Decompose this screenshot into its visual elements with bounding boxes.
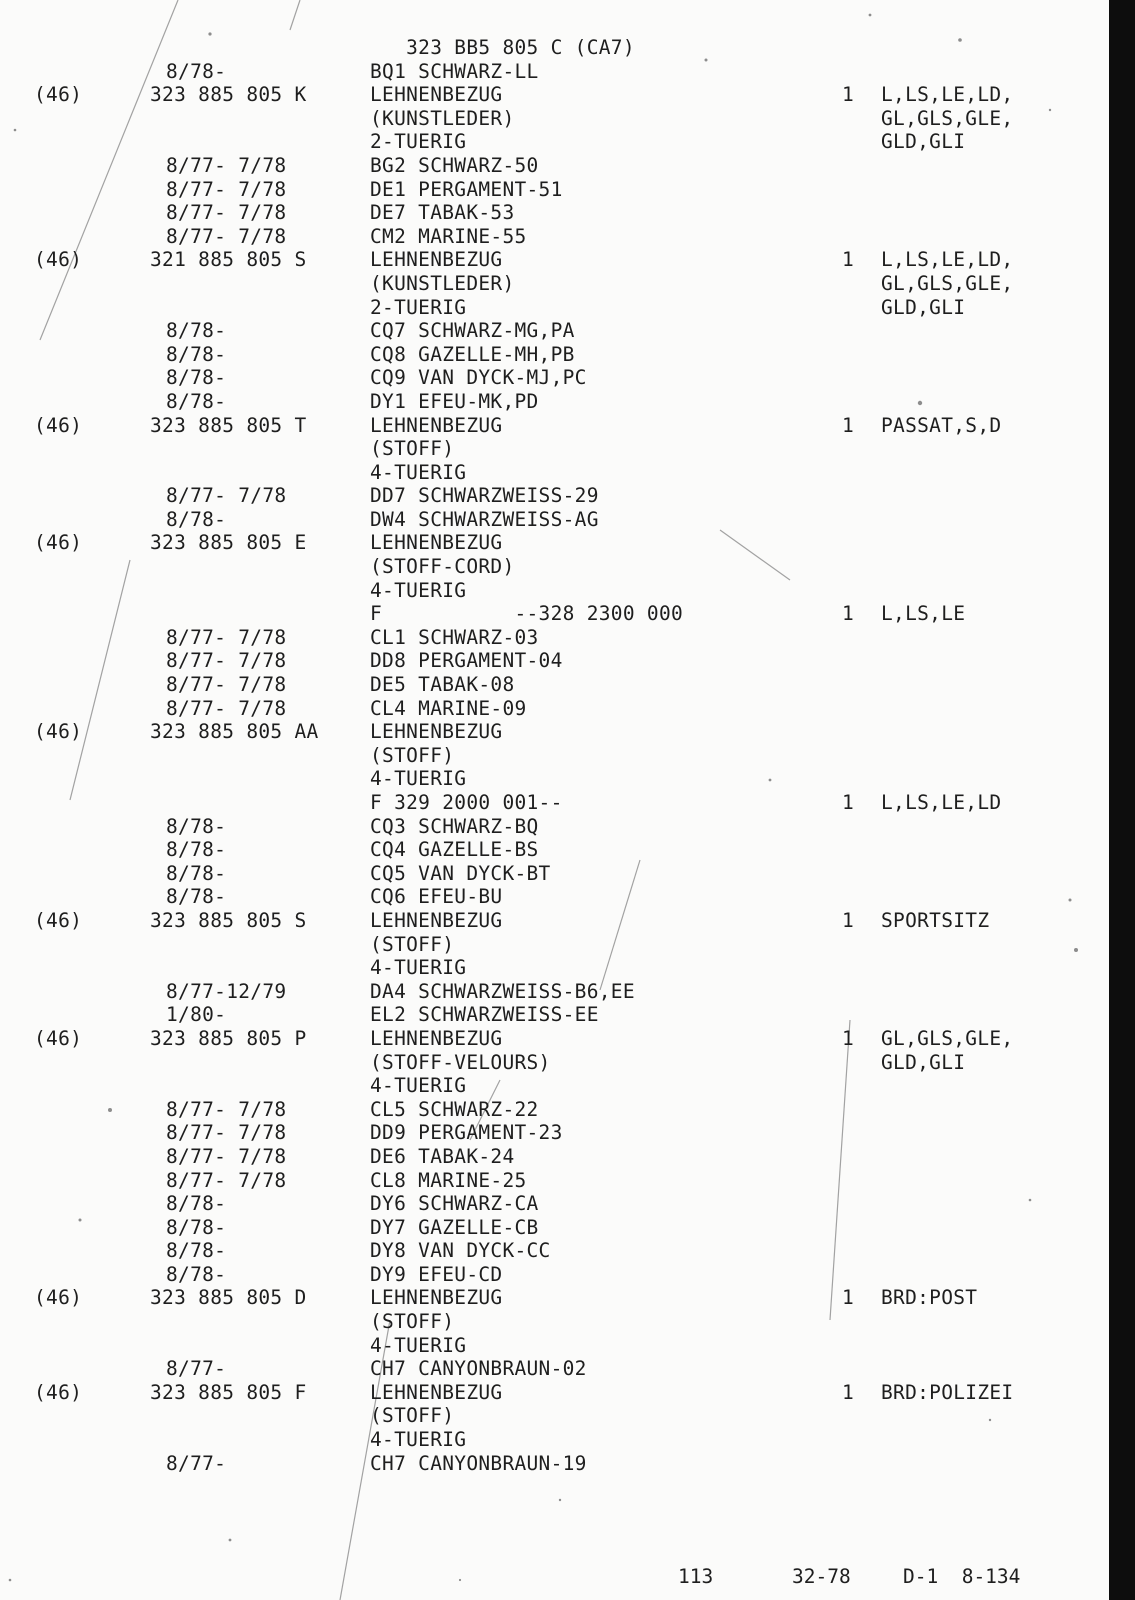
row-description: CL8 MARINE-25 bbox=[370, 1168, 527, 1192]
list-row bbox=[0, 83, 1105, 107]
row-description: DY8 VAN DYCK-CC bbox=[370, 1239, 551, 1263]
row-description: 4-TUERIG bbox=[370, 460, 467, 484]
page-footer bbox=[0, 1565, 1105, 1591]
row-ref: (46) bbox=[34, 908, 83, 932]
row-description: (STOFF) bbox=[370, 1404, 455, 1428]
row-quantity: 1 bbox=[842, 413, 855, 437]
list-row bbox=[0, 343, 1105, 367]
row-description: CH7 CANYONBRAUN-02 bbox=[370, 1357, 587, 1381]
row-date: 8/78- bbox=[166, 507, 227, 531]
footer-page-number: 113 bbox=[678, 1565, 714, 1588]
list-row bbox=[0, 1121, 1105, 1145]
row-description: CQ5 VAN DYCK-BT bbox=[370, 861, 551, 885]
row-model: L,LS,LE,LD, bbox=[881, 83, 1014, 107]
list-row bbox=[0, 390, 1105, 414]
row-date: 1/80- bbox=[166, 1003, 227, 1027]
list-row bbox=[0, 248, 1105, 272]
list-row bbox=[0, 1098, 1105, 1122]
row-quantity: 1 bbox=[842, 1286, 855, 1310]
row-description: DW4 SCHWARZWEISS-AG bbox=[370, 507, 599, 531]
list-row bbox=[0, 437, 1105, 461]
list-row bbox=[0, 60, 1105, 84]
list-row bbox=[0, 1003, 1105, 1027]
row-quantity: 1 bbox=[842, 791, 855, 814]
row-description: DD9 PERGAMENT-23 bbox=[370, 1121, 563, 1145]
row-description: CQ6 EFEU-BU bbox=[370, 885, 503, 909]
row-part-number: 323 885 805 AA bbox=[150, 720, 319, 744]
list-row bbox=[0, 1051, 1105, 1075]
row-description: (STOFF-VELOURS) bbox=[370, 1050, 551, 1074]
list-row bbox=[0, 461, 1105, 485]
row-quantity: 1 bbox=[842, 1026, 855, 1050]
row-date: 8/77- 7/78 bbox=[166, 201, 287, 225]
row-description: CQ9 VAN DYCK-MJ,PC bbox=[370, 366, 587, 390]
row-date: 8/77- 7/78 bbox=[166, 224, 287, 248]
row-description: CL5 SCHWARZ-22 bbox=[370, 1097, 539, 1121]
list-row bbox=[0, 1310, 1105, 1334]
list-row bbox=[0, 602, 1105, 626]
row-description: 2-TUERIG bbox=[370, 295, 467, 319]
row-ref: (46) bbox=[34, 248, 83, 272]
row-description: DD7 SCHWARZWEISS-29 bbox=[370, 484, 599, 508]
list-row bbox=[0, 1239, 1105, 1263]
row-description: (STOFF-CORD) bbox=[370, 555, 515, 579]
row-description: CQ8 GAZELLE-MH,PB bbox=[370, 342, 575, 366]
row-part-number: 323 885 805 P bbox=[150, 1026, 307, 1050]
row-quantity: 1 bbox=[842, 1380, 855, 1404]
row-model: L,LS,LE bbox=[881, 602, 966, 626]
row-date: 8/78- bbox=[166, 1262, 227, 1286]
scan-edge-border bbox=[1109, 0, 1135, 1600]
row-model: L,LS,LE,LD, bbox=[881, 248, 1014, 272]
row-description: DY6 SCHWARZ-CA bbox=[370, 1192, 539, 1216]
list-row bbox=[0, 1169, 1105, 1193]
list-row bbox=[0, 697, 1105, 721]
row-date: 8/77- 7/78 bbox=[166, 484, 287, 508]
row-date: 8/77- 7/78 bbox=[166, 1168, 287, 1192]
row-part-number: 323 885 805 D bbox=[150, 1286, 307, 1310]
row-description: (KUNSTLEDER) bbox=[370, 271, 515, 295]
row-date: 8/78- bbox=[166, 59, 227, 83]
row-model: GL,GLS,GLE, bbox=[881, 271, 1014, 295]
list-row bbox=[0, 956, 1105, 980]
row-ref: (46) bbox=[34, 413, 83, 437]
row-date: 8/78- bbox=[166, 885, 227, 909]
list-row bbox=[0, 933, 1105, 957]
row-description: BQ1 SCHWARZ-LL bbox=[370, 59, 539, 83]
list-row bbox=[0, 272, 1105, 296]
row-description: 2-TUERIG bbox=[370, 130, 467, 154]
row-ref: (46) bbox=[34, 1286, 83, 1310]
row-date: 8/78- bbox=[166, 861, 227, 885]
list-row bbox=[0, 296, 1105, 320]
row-model: GLD,GLI bbox=[881, 130, 966, 154]
row-model: BRD:POST bbox=[881, 1286, 978, 1310]
row-ref: (46) bbox=[34, 83, 83, 107]
row-description: DE1 PERGAMENT-51 bbox=[370, 177, 563, 201]
row-description: DE7 TABAK-53 bbox=[370, 201, 515, 225]
row-date: 8/78- bbox=[166, 389, 227, 413]
row-description: 323 BB5 805 C (CA7) bbox=[370, 36, 635, 59]
row-description: 4-TUERIG bbox=[370, 1074, 467, 1098]
list-row bbox=[0, 720, 1105, 744]
list-row bbox=[0, 201, 1105, 225]
row-description: LEHNENBEZUG bbox=[370, 720, 503, 744]
list-row bbox=[0, 909, 1105, 933]
row-description: CL4 MARINE-09 bbox=[370, 696, 527, 720]
list-row bbox=[0, 1286, 1105, 1310]
row-date: 8/78- bbox=[166, 838, 227, 862]
list-row bbox=[0, 36, 1105, 60]
row-description: CQ7 SCHWARZ-MG,PA bbox=[370, 319, 575, 343]
row-description: LEHNENBEZUG bbox=[370, 908, 503, 932]
row-description: CH7 CANYONBRAUN-19 bbox=[370, 1451, 587, 1475]
list-row bbox=[0, 1027, 1105, 1051]
row-model: GL,GLS,GLE, bbox=[881, 1026, 1014, 1050]
list-row bbox=[0, 130, 1105, 154]
row-date: 8/78- bbox=[166, 1239, 227, 1263]
list-row bbox=[0, 1452, 1105, 1476]
list-row bbox=[0, 744, 1105, 768]
row-description: (KUNSTLEDER) bbox=[370, 106, 515, 130]
row-description: F 329 2000 001-- bbox=[370, 791, 563, 814]
row-date: 8/77- bbox=[166, 1451, 227, 1475]
list-row bbox=[0, 1192, 1105, 1216]
list-row bbox=[0, 791, 1105, 815]
row-description: DY9 EFEU-CD bbox=[370, 1262, 503, 1286]
row-ref: (46) bbox=[34, 720, 83, 744]
row-ref: (46) bbox=[34, 1026, 83, 1050]
row-description: LEHNENBEZUG bbox=[370, 1286, 503, 1310]
row-description: (STOFF) bbox=[370, 437, 455, 461]
list-row bbox=[0, 1404, 1105, 1428]
row-part-number: 323 885 805 S bbox=[150, 908, 307, 932]
row-model: PASSAT,S,D bbox=[881, 413, 1002, 437]
parts-listing bbox=[0, 36, 1105, 1475]
row-model: GL,GLS,GLE, bbox=[881, 106, 1014, 130]
row-date: 8/77- 7/78 bbox=[166, 1097, 287, 1121]
row-description: (STOFF) bbox=[370, 743, 455, 767]
list-row bbox=[0, 1074, 1105, 1098]
list-row bbox=[0, 319, 1105, 343]
row-part-number: 323 885 805 E bbox=[150, 531, 307, 555]
list-row bbox=[0, 225, 1105, 249]
row-model: SPORTSITZ bbox=[881, 908, 990, 932]
row-ref: (46) bbox=[34, 531, 83, 555]
row-date: 8/77-12/79 bbox=[166, 979, 287, 1003]
row-date: 8/77- 7/78 bbox=[166, 673, 287, 697]
row-description: 4-TUERIG bbox=[370, 1333, 467, 1357]
row-date: 8/77- 7/78 bbox=[166, 1144, 287, 1168]
row-description: LEHNENBEZUG bbox=[370, 1026, 503, 1050]
row-description: (STOFF) bbox=[370, 932, 455, 956]
list-row bbox=[0, 980, 1105, 1004]
row-description: DA4 SCHWARZWEISS-B6,EE bbox=[370, 979, 635, 1003]
row-date: 8/78- bbox=[166, 319, 227, 343]
row-model: GLD,GLI bbox=[881, 1050, 966, 1074]
footer-catalog-code: 32-78 bbox=[792, 1565, 851, 1588]
list-row bbox=[0, 508, 1105, 532]
row-description: 4-TUERIG bbox=[370, 956, 467, 980]
row-date: 8/77- 7/78 bbox=[166, 696, 287, 720]
row-quantity: 1 bbox=[842, 602, 855, 626]
row-date: 8/78- bbox=[166, 1192, 227, 1216]
row-ref: (46) bbox=[34, 1380, 83, 1404]
row-part-number: 321 885 805 S bbox=[150, 248, 307, 272]
list-row bbox=[0, 414, 1105, 438]
list-row bbox=[0, 579, 1105, 603]
row-date: 8/77- 7/78 bbox=[166, 625, 287, 649]
row-description: LEHNENBEZUG bbox=[370, 83, 503, 107]
row-description: CQ4 GAZELLE-BS bbox=[370, 838, 539, 862]
row-description: (STOFF) bbox=[370, 1310, 455, 1334]
footer-section-ref: D-1 8-134 bbox=[903, 1565, 1021, 1588]
row-description: F --328 2300 000 bbox=[370, 602, 684, 626]
row-description: 4-TUERIG bbox=[370, 1428, 467, 1452]
list-row bbox=[0, 1216, 1105, 1240]
row-description: CQ3 SCHWARZ-BQ bbox=[370, 814, 539, 838]
list-row bbox=[0, 366, 1105, 390]
row-model: L,LS,LE,LD bbox=[881, 791, 1002, 814]
list-row bbox=[0, 1334, 1105, 1358]
list-row bbox=[0, 154, 1105, 178]
row-description: BG2 SCHWARZ-50 bbox=[370, 153, 539, 177]
list-row bbox=[0, 862, 1105, 886]
row-model: BRD:POLIZEI bbox=[881, 1380, 1014, 1404]
row-description: DE6 TABAK-24 bbox=[370, 1144, 515, 1168]
row-description: 4-TUERIG bbox=[370, 767, 467, 791]
row-description: DD8 PERGAMENT-04 bbox=[370, 649, 563, 673]
list-row bbox=[0, 107, 1105, 131]
row-description: CL1 SCHWARZ-03 bbox=[370, 625, 539, 649]
row-description: CM2 MARINE-55 bbox=[370, 224, 527, 248]
row-date: 8/77- 7/78 bbox=[166, 177, 287, 201]
row-description: LEHNENBEZUG bbox=[370, 413, 503, 437]
list-row bbox=[0, 815, 1105, 839]
row-description: LEHNENBEZUG bbox=[370, 1380, 503, 1404]
list-row bbox=[0, 649, 1105, 673]
row-description: LEHNENBEZUG bbox=[370, 248, 503, 272]
row-date: 8/77- 7/78 bbox=[166, 649, 287, 673]
row-quantity: 1 bbox=[842, 83, 855, 107]
row-description: DY1 EFEU-MK,PD bbox=[370, 389, 539, 413]
row-date: 8/78- bbox=[166, 342, 227, 366]
list-row bbox=[0, 531, 1105, 555]
list-row bbox=[0, 1428, 1105, 1452]
row-description: DE5 TABAK-08 bbox=[370, 673, 515, 697]
row-quantity: 1 bbox=[842, 248, 855, 272]
list-row bbox=[0, 555, 1105, 579]
row-date: 8/77- bbox=[166, 1357, 227, 1381]
row-part-number: 323 885 805 K bbox=[150, 83, 307, 107]
list-row bbox=[0, 484, 1105, 508]
list-row bbox=[0, 673, 1105, 697]
row-model: GLD,GLI bbox=[881, 295, 966, 319]
list-row bbox=[0, 885, 1105, 909]
row-part-number: 323 885 805 T bbox=[150, 413, 307, 437]
list-row bbox=[0, 767, 1105, 791]
row-date: 8/77- 7/78 bbox=[166, 153, 287, 177]
row-date: 8/77- 7/78 bbox=[166, 1121, 287, 1145]
list-row bbox=[0, 1145, 1105, 1169]
row-description: DY7 GAZELLE-CB bbox=[370, 1215, 539, 1239]
row-description: 4-TUERIG bbox=[370, 578, 467, 602]
row-date: 8/78- bbox=[166, 814, 227, 838]
row-quantity: 1 bbox=[842, 908, 855, 932]
list-row bbox=[0, 1263, 1105, 1287]
list-row bbox=[0, 838, 1105, 862]
list-row bbox=[0, 1381, 1105, 1405]
row-description: LEHNENBEZUG bbox=[370, 531, 503, 555]
row-date: 8/78- bbox=[166, 1215, 227, 1239]
list-row bbox=[0, 178, 1105, 202]
row-date: 8/78- bbox=[166, 366, 227, 390]
list-row bbox=[0, 1357, 1105, 1381]
list-row bbox=[0, 626, 1105, 650]
row-part-number: 323 885 805 F bbox=[150, 1380, 307, 1404]
row-description: EL2 SCHWARZWEISS-EE bbox=[370, 1003, 599, 1027]
